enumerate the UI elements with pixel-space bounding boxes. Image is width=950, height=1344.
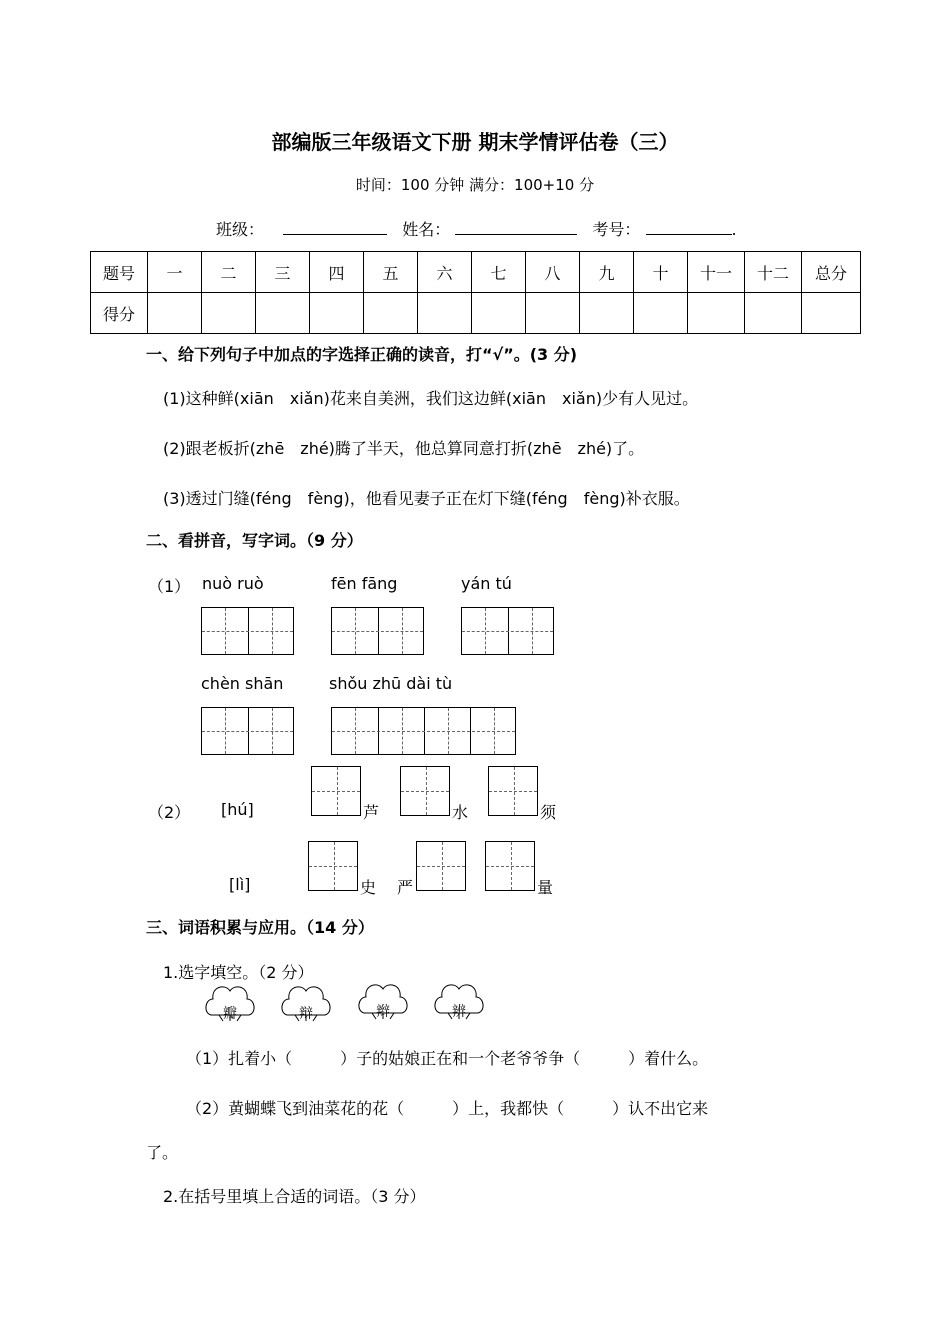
score-cell[interactable] (745, 293, 802, 334)
pinyin-label: yán tú (461, 574, 512, 593)
cloud-icon (356, 977, 410, 1021)
header-cell: 八 (526, 252, 580, 293)
student-info (216, 217, 737, 240)
bubble-char: 辨 (452, 1004, 466, 1020)
pinyin-label: chèn shān (201, 674, 284, 693)
sub-question-2: 2.在括号里填上合适的词语。（3 分） (163, 1187, 426, 1206)
header-cell: 五 (364, 252, 418, 293)
header-cell: 总分 (802, 252, 861, 293)
section-2-heading: 二、看拼音，写字词。（9 分） (146, 531, 363, 550)
score-row-label: 得分 (91, 293, 148, 334)
question-1-2: (2)跟老板折(zhē zhé)腾了半天，他总算同意打折(zhē zhé)了。 (163, 439, 645, 458)
id-label: 考号： (592, 220, 641, 239)
question-1-3: (3)透过门缝(féng fèng)，他看见妻子正在灯下缝(féng fèng)补衣服。 (163, 489, 690, 508)
score-value-row (91, 293, 861, 334)
writing-grid[interactable] (331, 607, 424, 655)
header-cell: 四 (310, 252, 364, 293)
header-cell: 二 (202, 252, 256, 293)
item-number: （2） (148, 803, 191, 822)
header-cell: 十一 (688, 252, 745, 293)
word-char: 严 (397, 878, 414, 897)
cloud-icon (279, 979, 333, 1023)
score-cell[interactable] (256, 293, 310, 334)
score-header-row (91, 252, 861, 293)
item-number: （1） (148, 577, 191, 596)
word-char: 量 (537, 878, 554, 897)
bubble-char: 瓣 (223, 1006, 237, 1022)
score-table (90, 251, 861, 334)
cloud-icon (432, 977, 486, 1021)
score-cell[interactable] (364, 293, 418, 334)
name-blank[interactable] (455, 218, 577, 235)
question-3-1-2-cont: 了。 (146, 1143, 179, 1162)
pinyin-label: nuò ruò (202, 574, 264, 593)
question-3-1-1: （1）扎着小（ ）子的姑娘正在和一个老爷爷争（ ）着什么。 (186, 1049, 709, 1068)
class-blank[interactable] (283, 218, 387, 235)
header-cell: 一 (148, 252, 202, 293)
score-cell[interactable] (202, 293, 256, 334)
question-3-1-2: （2）黄蝴蝶飞到油菜花的花（ ）上，我都快（ ）认不出它来 (186, 1099, 709, 1118)
score-cell[interactable] (148, 293, 202, 334)
score-cell[interactable] (634, 293, 688, 334)
header-cell: 十二 (745, 252, 802, 293)
score-cell[interactable] (802, 293, 861, 334)
writing-grid[interactable] (331, 707, 516, 755)
section-3-heading: 三、词语积累与应用。（14 分） (146, 918, 374, 937)
exam-time-score: 时间：100 分钟 满分：100+10 分 (355, 176, 595, 194)
score-cell[interactable] (688, 293, 745, 334)
writing-grid[interactable] (201, 607, 294, 655)
score-cell[interactable] (310, 293, 364, 334)
char-box[interactable] (416, 841, 466, 891)
score-cell[interactable] (580, 293, 634, 334)
score-cell[interactable] (526, 293, 580, 334)
sub-question-1: 1.选字填空。（2 分） (163, 963, 314, 982)
pinyin-li: [lì] (229, 875, 251, 894)
page-title: 部编版三年级语文下册 期末学情评估卷（三） (271, 130, 679, 154)
section-1-heading: 一、给下列句子中加点的字选择正确的读音，打“√”。(3 分) (146, 345, 578, 364)
header-cell: 三 (256, 252, 310, 293)
name-label: 姓名： (402, 220, 451, 239)
pinyin-label: shǒu zhū dài tù (329, 674, 453, 693)
question-1-1: (1)这种鲜(xiān xiǎn)花来自美洲，我们这边鲜(xiān xiǎn)少有人见过。 (163, 389, 699, 408)
word-char: 水 (452, 803, 469, 822)
score-cell[interactable] (418, 293, 472, 334)
header-cell: 七 (472, 252, 526, 293)
header-cell: 六 (418, 252, 472, 293)
header-cell: 十 (634, 252, 688, 293)
writing-grid[interactable] (461, 607, 554, 655)
info-end: . (731, 220, 737, 239)
pinyin-hu: [hú] (221, 800, 254, 819)
bubble-char: 辫 (376, 1004, 390, 1020)
header-cell: 题号 (91, 252, 148, 293)
cloud-icon (203, 979, 257, 1023)
pinyin-label: fēn fāng (331, 574, 398, 593)
char-box[interactable] (400, 766, 450, 816)
header-cell: 九 (580, 252, 634, 293)
char-box[interactable] (488, 766, 538, 816)
class-label: 班级： (216, 220, 265, 239)
score-cell[interactable] (472, 293, 526, 334)
word-char: 史 (360, 878, 377, 897)
char-box[interactable] (485, 841, 535, 891)
word-char: 芦 (363, 803, 380, 822)
writing-grid[interactable] (201, 707, 294, 755)
word-char: 须 (540, 803, 557, 822)
char-box[interactable] (308, 841, 358, 891)
char-box[interactable] (311, 766, 361, 816)
id-blank[interactable] (646, 218, 732, 235)
bubble-char: 辩 (299, 1006, 313, 1022)
